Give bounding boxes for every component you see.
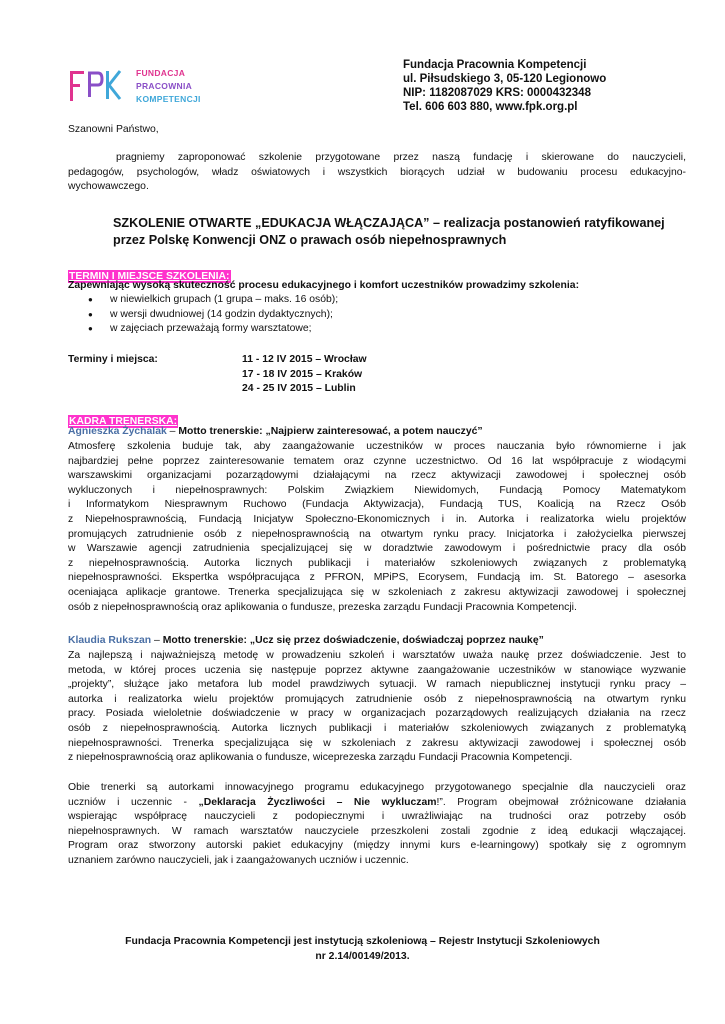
terms-list (242, 353, 367, 397)
section-label: KADRA TRENERSKA: (69, 416, 178, 427)
trainer1-motto: Motto trenerskie: „Najpierw zainteresować, a potem nauczyć” (178, 426, 483, 437)
header-address: ul. Piłsudskiego 3, 05-120 Legionowo (403, 73, 607, 85)
bio-line: autorka i realizatorka wielu projektów promujących zatrudnienie osób z niepełnosprawnością na otwartym rynku (68, 693, 686, 705)
list-item: ● w wersji dwudniowej (14 godzin dydaktycznych); (88, 308, 338, 323)
intro-paragraph (68, 151, 686, 195)
bio-line: niepełnosprawności. Ekspertka współpracująca z PFRON, MPiPS, Ecorysem, Fundacją im. St. Batorego – asesorka (68, 572, 686, 584)
bio-line: pracy. Posiada wieloletnie doświadczenie w pracy w organizacjach pozarządowych realizujących działania na rzecz (68, 708, 686, 720)
section-label: TERMIN I MIEJSCE SZKOLENIA: (69, 271, 230, 282)
page-footer (100, 935, 625, 964)
trainer1-dash: – (166, 426, 179, 437)
footer-line-2: nr 2.14/00149/2013. (315, 950, 410, 962)
fpk-logo-mark-icon (68, 67, 128, 107)
logo-line-1: FUNDACJA (136, 68, 186, 78)
bio-line: z Niepełnosprawnością, Fundacją Inicjatyw Społeczno-Ekonomicznych i in. Autorka i realizatorka wielu projektów (68, 513, 686, 525)
closing-paragraph (68, 781, 686, 869)
logo-text (136, 67, 201, 106)
salutation: Szanowni Państwo, (68, 124, 159, 135)
training-title (113, 215, 693, 249)
section1-lead: Zapewniając wysoką skuteczność procesu edukacyjnego i komfort uczestników prowadzimy szkolenia: (68, 280, 580, 291)
training-features-list (88, 293, 338, 337)
intro-line-1: pragniemy zaproponować szkolenie przygotowane przez naszą fundację i skierowane do nauczycieli, (116, 152, 686, 163)
trainer2-bio (68, 649, 686, 766)
list-item: ● w niewielkich grupach (1 grupa – maks. 16 osób); (88, 293, 338, 308)
trainer2-dash: – (151, 635, 163, 646)
closing-line: Program oraz stworzony autorski pakiet edukacyjny (między innymi kurs e-learningowy) spotkały się z ogromnym (68, 840, 686, 852)
bio-line: najbardziej pełne poprzez zainteresowanie tematem oraz czynne uczestnictwo. Od 16 lat współpracuje z wiodącymi (68, 455, 686, 467)
trainer1-header (68, 425, 483, 440)
bio-line: promujących zatrudnienie osób z niepełnosprawnością na otwartym rynku pracy. Inicjatorka i założycielka pierwszej (68, 528, 686, 540)
trainer2-motto: Motto trenerskie: „Ucz się przez doświadczenie, doświadczaj poprzez naukę” (162, 635, 544, 646)
title-line-2: przez Polskę Konwencji ONZ o prawach osób niepełnosprawnych (113, 233, 507, 247)
bio-line: oceniająca aplikacje grantowe. Trenerka specjalizująca się w szkoleniach z zakresu aktywizacji zawodowej i społecznej (68, 586, 686, 598)
bio-line: Atmosferę szkolenia buduje tak, aby zaangażowanie uczestników w proces nauczania było równomierne i jak (68, 441, 686, 452)
term-item: 17 - 18 IV 2015 – Kraków (242, 368, 363, 380)
intro-line-3: wychowawczego. (68, 181, 149, 193)
trainer2-header (68, 634, 544, 649)
logo-line-2: PRACOWNIA (136, 81, 193, 91)
bio-line: metoda, w której proces uczenia się następuje poprzez aktywne zaangażowanie uczestników w stanowiące wyzwanie (68, 664, 686, 676)
list-item: ● w zajęciach przeważają formy warsztatowe; (88, 322, 338, 337)
closing-line: Obie trenerki są autorkami innowacyjnego programu edukacyjnego przygotowanego specjalnie dla nauczycieli oraz (68, 782, 686, 793)
closing-line-2 (68, 796, 686, 811)
organization-header (403, 58, 606, 114)
bio-line: z niepełnosprawnością. Autorka licznych publikacji i materiałów szkoleniowych związanych z problematyką (68, 557, 686, 569)
bio-line: warszawskimi organizacjami pozarządowymi działającymi na rzecz aktywizacji zawodowej i społecznej osób (68, 470, 686, 482)
closing-program-name: „Deklaracja Życzliwości – Nie wykluczam (198, 796, 437, 808)
logo-line-3: KOMPETENCJI (136, 94, 201, 104)
title-line-1: SZKOLENIE OTWARTE „EDUKACJA WŁĄCZAJĄCA” – realizacja postanowień ratyfikowanej (113, 216, 665, 230)
closing-line-2a: uczniów i uczennic - (68, 796, 199, 808)
closing-line: uznaniem zarówno nauczycieli, jak i zaangażowanych uczniów i uczennic. (68, 854, 409, 866)
bio-line: z niepełnosprawnością oraz aplikowania o fundusze, wiceprezeska zarządu Fundacji Pracownia Kompetencji. (68, 752, 573, 764)
bio-line: wykluczonych i niepełnosprawnych: Polskim Związkiem Niewidomych, Fundacją Pomocy Matematykom (68, 484, 686, 496)
bio-line: w Warszawie agencji zatrudnienia specjalizującej się w doradztwie zawodowym i pośrednictwie pracy dla osób (68, 543, 686, 555)
bio-line: osób z niepełnosprawnością oraz aplikowania o fundusze, prezeska zarządu Fundacji Pracownia Kompetencji. (68, 601, 577, 613)
bio-line: „projekty”, służące jako metafora lub model prawdziwych sytuacji. W ramach niepublicznej instytucji rynku pracy – (68, 679, 686, 691)
header-contact: Tel. 606 603 880, www.fpk.org.pl (403, 101, 578, 113)
bio-line: i Informatykom Niesprawnym Ruchowo (Fundacja Aktywizacja), Fundacją TUS, Koalicją na Rzecz Osób (68, 499, 686, 511)
trainer1-bio (68, 440, 686, 615)
header-nip-krs: NIP: 1182087029 KRS: 0000432348 (403, 87, 591, 99)
intro-line-2: pedagogów, psychologów, władz oświatowych i wszystkich biorących udział w budowaniu procesu edukacyjno- (68, 166, 686, 178)
term-item: 11 - 12 IV 2015 – Wrocław (242, 354, 367, 365)
bio-line: Za najlepszą i najważniejszą metodę w prowadzeniu szkoleń i warsztatów uważa naukę przez doświadczenie. Jest to (68, 650, 686, 661)
closing-line-2c: !”. Program obejmował zróżnicowane działania (436, 796, 686, 808)
terms-label: Terminy i miejsca: (68, 354, 158, 365)
bio-line: osób z niepełnosprawnością. Autorka licznych publikacji i materiałów szkoleniowych związanych z problematyką (68, 722, 686, 734)
closing-line: niepełnosprawnych. W ramach warsztatów nauczyciele przeszkoleni zostali zgodnie z ideą edukacji włączającej. (68, 825, 686, 837)
fpk-logo (68, 67, 208, 107)
closing-line: wspierając współpracę nauczycieli z podopiecznymi i uwrażliwiając na trudności oraz potrzeby osób (68, 811, 686, 823)
term-item: 24 - 25 IV 2015 – Lublin (242, 383, 356, 395)
trainer2-name: Klaudia Rukszan (68, 635, 152, 646)
bio-line: niepełnosprawności. Trenerka specjalizująca się w szkoleniach z zakresu aktywizacji zawodowej i społecznej osób (68, 737, 686, 749)
header-org-name: Fundacja Pracownia Kompetencji (403, 59, 587, 71)
trainer1-name: Agnieszka Żychalak (68, 426, 167, 437)
footer-line-1: Fundacja Pracownia Kompetencji jest instytucją szkoleniową – Rejestr Instytucji Szkoleniowych (125, 936, 600, 947)
